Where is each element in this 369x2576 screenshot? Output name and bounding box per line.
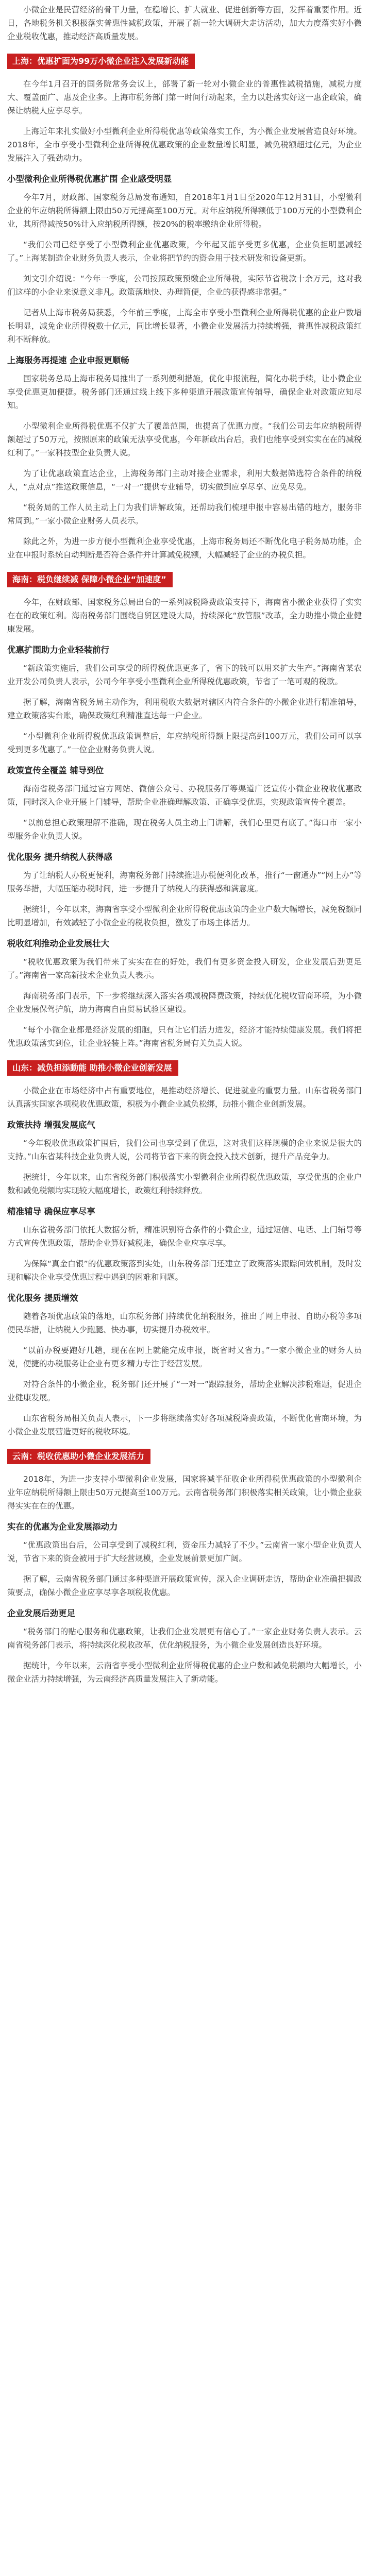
subheading: 优化服务 提质增效 xyxy=(7,1293,78,1303)
section xyxy=(7,1446,362,1686)
paragraph: 今年，在财政部、国家税务总局出台的一系列减税降费政策支持下，海南省小微企业获得了实实在在的政策红利。海南税务部门围绕自贸区建设大局，持续深化“放管服”改革，全力助推小微企业健康发展。 xyxy=(7,598,362,634)
paragraph: “税收优惠政策为我们带来了实实在在的好处，我们有更多资金投入研发，企业发展后劲更足了。”海南省一家高新技术企业负责人表示。 xyxy=(7,957,362,980)
paragraph: “优惠政策出台后，公司享受到了减税红利，资金压力减轻了不少。”云南省一家小型企业负责人说，节省下来的资金被用于扩大经营规模，企业发展前景更加广阔。 xyxy=(7,1540,362,1563)
paragraph: 为了让纳税人办税更便利，海南税务部门持续推进办税便利化改革，推行“一窗通办”“网上办”等服务举措，大幅压缩办税时间，进一步提升了纳税人的获得感和满意度。 xyxy=(7,871,362,893)
section-banner: 云南：税收优惠助小微企业发展活力 xyxy=(7,1449,150,1464)
paragraph: “我们公司已经享受了小型微利企业优惠政策，今年起又能享受更多优惠，企业负担明显减轻了。”上海某制造企业财务负责人表示，企业将把节约的资金用于技术研发和设备更新。 xyxy=(7,240,362,263)
paragraph: 随着各项优惠政策的落地，山东税务部门持续优化纳税服务，推出了网上申报、自助办税等多项便民举措，让纳税人少跑腿、快办事，切实提升办税效率。 xyxy=(7,1312,362,1334)
section-banner: 上海：优惠扩面为99万小微企业注入发展新动能 xyxy=(7,54,195,69)
paragraph: 为保障“真金白银”的优惠政策落到实处，山东税务部门还建立了政策落实跟踪问效机制，及时发现和解决企业享受优惠过程中遇到的困难和问题。 xyxy=(7,1259,362,1282)
paragraph: “以前总担心政策理解不准确，现在税务人员主动上门讲解，我们心里更有底了。”海口市一家小型服务企业负责人说。 xyxy=(7,818,362,841)
article-sections xyxy=(7,50,362,1686)
paragraph: 在今年1月召开的国务院常务会议上，部署了新一轮对小微企业的普惠性减税措施，减税力度大、覆盖面广、惠及企业多。上海市税务部门第一时间行动起来，全力以赴落实好这一惠企政策，确保让纳税人应享尽享。 xyxy=(7,79,362,115)
paragraph: 上海近年来扎实做好小型微利企业所得税优惠等政策落实工作，为小微企业发展营造良好环境。2018年，全市享受小型微利企业所得税优惠政策的企业数量增长明显，减免税额超过亿元，为企业发展注入了强劲动力。 xyxy=(7,127,362,163)
paragraph: “税务局的工作人员主动上门为我们讲解政策，还帮助我们梳理申报中容易出错的地方，服务非常周到。”一家小微企业财务人员表示。 xyxy=(7,503,362,526)
paragraph: 据了解，云南省税务部门通过多种渠道开展政策宣传，深入企业调研走访，帮助企业准确把握政策要点，确保小微企业应享尽享各项税收优惠。 xyxy=(7,1574,362,1597)
subheading: 实在的优惠为企业发展添动力 xyxy=(7,1522,118,1532)
subheading: 小型微利企业所得税优惠扩围 企业感受明显 xyxy=(7,174,172,184)
paragraph: 今年7月，财政部、国家税务总局发布通知，自2018年1月1日至2020年12月31日，小型微利企业的年应纳税所得额上限由50万元提高至100万元。对年应纳税所得额低于100万元的小型微利企业，其所得减按50%计入应纳税所得额，按20%的税率缴纳企业所得税。 xyxy=(7,193,362,229)
paragraph: 小微企业在市场经济中占有重要地位，是推动经济增长、促进就业的重要力量。山东省税务部门认真落实国家各项税收优惠政策，积极为小微企业减负松绑，助推小微企业创新发展。 xyxy=(7,1086,362,1109)
subheading: 精准辅导 确保应享尽享 xyxy=(7,1207,95,1216)
subheading: 优惠扩围助力企业轻装前行 xyxy=(7,645,109,655)
paragraph: 山东省税务局相关负责人表示，下一步将继续落实好各项减税降费政策，不断优化营商环境，为小微企业发展营造更好的税收环境。 xyxy=(7,1414,362,1436)
paragraph: “新政策实施后，我们公司享受的所得税优惠更多了，省下的钱可以用来扩大生产。”海南省某农业开发公司负责人表示，公司今年享受小型微利企业所得税优惠政策，节省了一笔可观的税款。 xyxy=(7,664,362,686)
paragraph: 除此之外，为进一步方便小型微利企业享受优惠，上海市税务局还不断优化电子税务局功能，企业在申报时系统自动判断是否符合条件并计算减免税额，大幅减轻了企业的办税负担。 xyxy=(7,537,362,560)
subheading: 优化服务 提升纳税人获得感 xyxy=(7,852,112,862)
subheading: 政策扶持 增强发展底气 xyxy=(7,1120,95,1130)
section xyxy=(7,50,362,562)
section-banner: 山东：减负担添動能 助推小微企业创新发展 xyxy=(7,1060,178,1076)
section xyxy=(7,1057,362,1438)
paragraph: 据统计，今年以来，海南省享受小型微利企业所得税优惠政策的企业户数大幅增长，减免税额同比明显增加，有效减轻了小微企业的税收负担，激发了市场主体活力。 xyxy=(7,905,362,927)
subheading: 企业发展后劲更足 xyxy=(7,1608,75,1618)
paragraph: 据统计，今年以来，云南省享受小型微利企业所得税优惠的企业户数和减免税额均大幅增长，小微企业活力持续增强，为云南经济高质量发展注入了新动能。 xyxy=(7,1661,362,1684)
section-banner: 海南：税负继续减 保障小微企业“加速度” xyxy=(7,572,173,587)
subheading: 政策宣传全覆盖 辅导到位 xyxy=(7,766,104,775)
paragraph: 海南省税务部门通过官方网站、微信公众号、办税服务厅等渠道广泛宣传小微企业税收优惠政策，同时深入企业开展上门辅导，帮助企业准确理解政策、正确享受优惠，实现政策宣传全覆盖。 xyxy=(7,784,362,807)
paragraph: 国家税务总局上海市税务局推出了一系列便利措施，优化申报流程，简化办税手续，让小微企业享受优惠更加便捷。税务部门还通过线上线下多种渠道开展政策宣传辅导，确保企业对政策应知尽知。 xyxy=(7,374,362,410)
paragraph: “以前办税要跑好几趟，现在在网上就能完成申报，既省时又省力。”一家小微企业的财务人员说，便捷的办税服务让企业有更多精力专注于经营发展。 xyxy=(7,1346,362,1368)
paragraph: 山东省税务部门依托大数据分析，精准识别符合条件的小微企业，通过短信、电话、上门辅导等方式宣传优惠政策，帮助企业算好减税账，确保企业应享尽享。 xyxy=(7,1225,362,1248)
section xyxy=(7,569,362,1050)
paragraph: 对符合条件的小微企业，税务部门还开展了“一对一”跟踪服务，帮助企业解决涉税难题，促进企业健康发展。 xyxy=(7,1380,362,1402)
subheading: 税收红利推动企业发展壮大 xyxy=(7,939,109,948)
paragraph: 海南税务部门表示，下一步将继续深入落实各项减税降费政策，持续优化税收营商环境，为小微企业发展保驾护航，助力海南自由贸易试验区建设。 xyxy=(7,991,362,1014)
paragraph: 据统计，今年以来，山东省税务部门积极落实小型微利企业所得税优惠政策，享受优惠的企业户数和减免税额均实现较大幅度增长，政策红利持续释放。 xyxy=(7,1173,362,1195)
paragraph: “小型微利企业所得税优惠政策调整后，年应纳税所得额上限提高到100万元，我们公司可以享受到更多优惠了。”一位企业财务负责人说。 xyxy=(7,732,362,754)
paragraph: “今年税收优惠政策扩围后，我们公司也享受到了优惠，这对我们这样规模的企业来说是很大的支持。”山东省某科技企业负责人说，公司将节省下来的资金投入技术创新，提升产品竞争力。 xyxy=(7,1139,362,1161)
paragraph: “每个小微企业都是经济发展的细胞，只有让它们活力迸发，经济才能持续健康发展。我们将把优惠政策落实到位，让企业轻装上阵。”海南省税务局有关负责人说。 xyxy=(7,1025,362,1048)
subheading: 上海服务再提速 企业申报更顺畅 xyxy=(7,355,129,365)
paragraph: 刘文引介绍说：“今年一季度，公司按照政策预缴企业所得税，实际节省税款十余万元，这对我们这样的小企业来说意义非凡。政策落地快、办理简便，企业的获得感非常强。” xyxy=(7,274,362,297)
paragraph: 为了让优惠政策直达企业，上海税务部门主动对接企业需求，利用大数据筛选符合条件的纳税人，“点对点”推送政策信息，“一对一”提供专业辅导，切实做到应享尽享、应免尽免。 xyxy=(7,469,362,492)
paragraph: 2018年，为进一步支持小型微利企业发展，国家将减半征收企业所得税优惠政策的小型微利企业年应纳税所得额上限由50万元提高至100万元。云南省税务部门积极落实相关政策，让小微企业获得实实在在的优惠。 xyxy=(7,1475,362,1511)
paragraph: 据了解，海南省税务局主动作为，利用税收大数据对辖区内符合条件的小微企业进行精准辅导，建立政策落实台账，确保政策红利精准直达每一户企业。 xyxy=(7,698,362,720)
paragraph: “税务部门的贴心服务和优惠政策，让我们企业发展更有信心了。”一家企业财务负责人表示。云南省税务部门表示，将持续深化税收改革，优化纳税服务，为小微企业发展创造良好环境。 xyxy=(7,1627,362,1650)
intro-paragraph: 小微企业是民营经济的骨干力量，在稳增长、扩大就业、促进创新等方面，发挥着重要作用。近日，各地税务机关积极落实普惠性减税政策，开展了新一轮大调研大走访活动，加大力度落实好小微企业税收优惠，推动经济高质量发展。 xyxy=(7,5,362,41)
paragraph: 小型微利企业所得税优惠不仅扩大了覆盖范围，也提高了优惠力度。“我们公司去年应纳税所得额超过了50万元，按照原来的政策无法享受优惠，今年新政出台后，我们也能享受到实实在在的减税红利了。”一家科技型企业负责人说。 xyxy=(7,421,362,457)
paragraph: 记者从上海市税务局获悉，今年前三季度，上海全市享受小型微利企业所得税优惠的企业户数增长明显，减免企业所得税数十亿元，同比增长显著，小微企业发展活力持续增强，普惠性减税政策红利不断释放。 xyxy=(7,308,362,344)
